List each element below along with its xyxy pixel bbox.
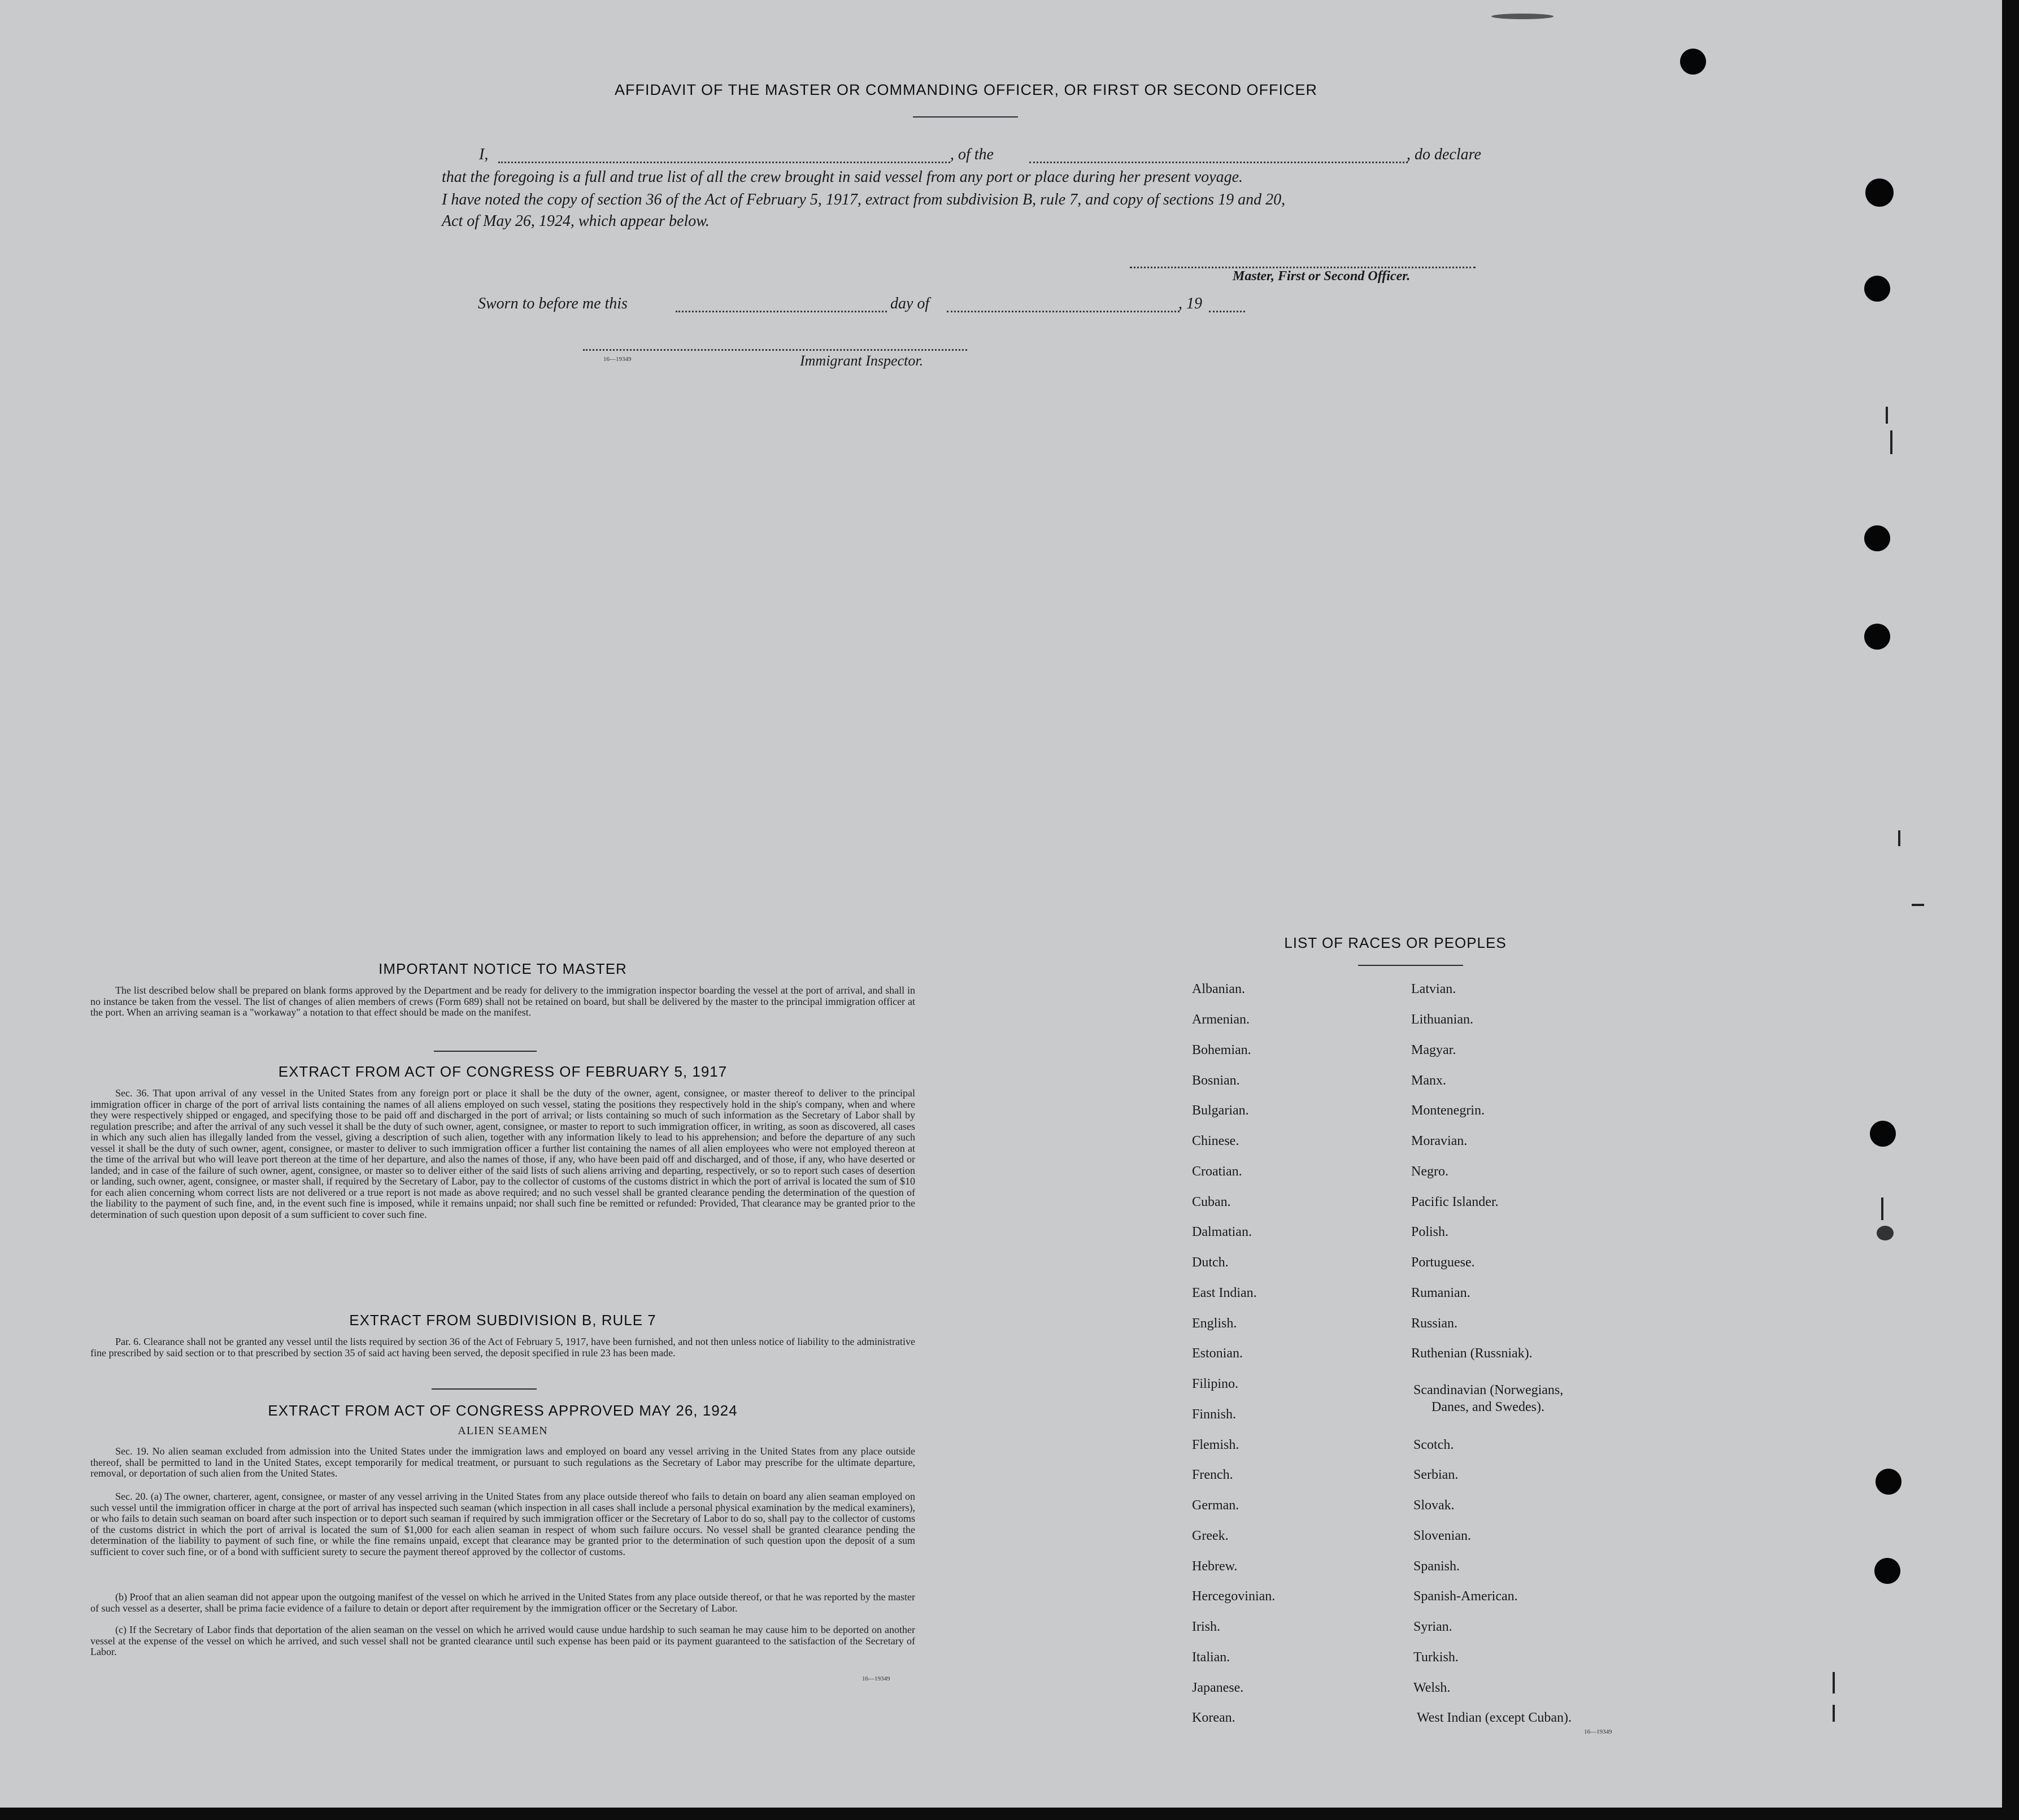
inspector-label: Immigrant Inspector.: [800, 352, 924, 369]
race-item: Rumanian.: [1411, 1286, 1470, 1300]
race-item: Portuguese.: [1411, 1255, 1475, 1270]
race-item: Scotch.: [1413, 1438, 1454, 1452]
scan-mark: [1833, 1672, 1835, 1693]
punch-hole: [1864, 276, 1890, 302]
year-label: , 19: [1178, 295, 1202, 312]
race-item: Danes, and Swedes).: [1431, 1400, 1544, 1414]
scan-mark: [1881, 1198, 1883, 1220]
race-item: Manx.: [1411, 1073, 1446, 1088]
extract-1917-text: Sec. 36. That upon arrival of any vessel in the United States from any foreign port or place it shall be the duty of the owner, agent, consignee, or master thereof to deliver to the principal immigration officer in charge of the port of arrival lists containing the names of all aliens employed on such vessel, stating the positions they respectively hold in the ship's company, when and where they were respectively shipped or engaged, and specifying those to be paid off and discharged in the port of arrival; or lists containing so much of such information as the Secretary of Labor shall by regulation prescribe; and after the arrival of any such vessel it shall be the duty of such owner, agent, consignee, or master to report to such immigration officer, in writing, as soon as discovered, all cases in which any such alien has illegally landed from the vessel, giving a description of such alien, together with any information likely to lead to his apprehension; and before the departure of any such vessel it shall be the duty of such owner, agent, consignee, or master to deliver to such immigration officer a further list containing the names of all alien employees who were not employed thereon at the time of the arrival but who will leave port thereon at the time of her departure, and also the names of those, if any, who have been paid off and discharged, and of those, if any, who have deserted or landed; and in case of the failure of such owner, agent, consignee, or master so to deliver either of the said lists of such aliens arriving and departing, respectively, or so to report such cases of desertion or landing, such owner, agent, consignee, or master shall, if required by the Secretary of Labor, pay to the collector of customs of the customs district in which the port of arrival is located the sum of $10 for each alien concerning whom correct lists are not delivered or a true report is not made as above required; and no such vessel shall be granted clearance pending the determination of the question of the liability to the payment of such fine, and, in the event such fine is imposed, while it remains unpaid; nor shall such fine be remitted or refunded: Provided, That clearance may be granted prior to the determination of such question upon deposit of a sum sufficient to cover such fine.: [90, 1087, 915, 1220]
inspector-signature-field[interactable]: [583, 349, 967, 351]
race-item: Russian.: [1411, 1316, 1458, 1331]
punch-hole: [1865, 178, 1894, 207]
race-item: Chinese.: [1192, 1134, 1239, 1148]
races-underline: [1358, 965, 1463, 966]
notice-heading: IMPORTANT NOTICE TO MASTER: [378, 960, 627, 977]
affidavit-line-2: that the foregoing is a full and true list of all the crew brought in said vessel from any port or place during her present voyage.: [442, 168, 1243, 186]
race-item: Armenian.: [1192, 1012, 1250, 1027]
scan-mark: [1898, 830, 1900, 846]
form-number: 16—19349: [603, 356, 632, 363]
race-item: Slovak.: [1413, 1498, 1455, 1513]
rule-7-heading: EXTRACT FROM SUBDIVISION B, RULE 7: [349, 1312, 656, 1329]
affidavit-line-3: I have noted the copy of section 36 of the Act of February 5, 1917, extract from subdivision B, rule 7, and copy of sections 19 and 20,: [442, 191, 1286, 208]
race-item: Polish.: [1411, 1225, 1449, 1239]
scan-mark: [1890, 430, 1892, 454]
race-item: Spanish-American.: [1413, 1589, 1518, 1604]
race-item: East Indian.: [1192, 1286, 1257, 1300]
race-item: Lithuanian.: [1411, 1012, 1473, 1027]
race-item: Irish.: [1192, 1619, 1220, 1634]
race-item: Albanian.: [1192, 982, 1245, 996]
race-item: Italian.: [1192, 1650, 1230, 1665]
race-item: Greek.: [1192, 1529, 1229, 1543]
race-item: Bulgarian.: [1192, 1103, 1249, 1118]
races-heading: LIST OF RACES OR PEOPLES: [1284, 934, 1507, 951]
race-item: Montenegrin.: [1411, 1103, 1485, 1118]
vessel-field[interactable]: [1029, 162, 1408, 163]
punch-hole: [1680, 49, 1706, 75]
race-item: German.: [1192, 1498, 1239, 1513]
scan-mark: [1877, 1226, 1894, 1240]
affidavit-of-the: , of the: [950, 146, 994, 163]
race-item: Dutch.: [1192, 1255, 1229, 1270]
race-item: Scandinavian (Norwegians,: [1413, 1383, 1564, 1397]
sec-19-text: Sec. 19. No alien seaman excluded from admission into the United States under the immigration laws and employed on board any vessel arriving in the United States from any place outside thereof, shall be permitted to land in the United States, except temporarily for medical treatment, or pursuant to such regulations as the Secretary of Labor may prescribe for the ultimate departure, removal, or deportation of such alien from the United States.: [90, 1445, 915, 1479]
race-item: Bosnian.: [1192, 1073, 1240, 1088]
sec-20b-text: (b) Proof that an alien seaman did not appear upon the outgoing manifest of the vessel on which he arrived in the United States from any place outside thereof, or that he was reported by the master of such vessel as a deserter, shall be prima facie evidence of a failure to detain or deport after requirement by the immigration officer or the Secretary of Labor.: [90, 1591, 915, 1614]
race-item: Negro.: [1411, 1164, 1448, 1179]
race-item: West Indian (except Cuban).: [1417, 1710, 1572, 1725]
race-item: Turkish.: [1413, 1650, 1459, 1665]
title-underline: [913, 116, 1018, 117]
race-item: Filipino.: [1192, 1377, 1239, 1391]
punch-hole: [1876, 1469, 1901, 1495]
race-item: Cuban.: [1192, 1195, 1231, 1209]
race-item: French.: [1192, 1468, 1233, 1482]
race-item: Magyar.: [1411, 1043, 1456, 1057]
affidavit-title: AFFIDAVIT OF THE MASTER OR COMMANDING OFFICER, OR FIRST OR SECOND OFFICER: [614, 81, 1318, 98]
sworn-year-field[interactable]: [1209, 311, 1245, 312]
race-item: Japanese.: [1192, 1680, 1244, 1695]
race-item: Bohemian.: [1192, 1043, 1251, 1057]
scan-mark: [1491, 14, 1554, 19]
section-divider: [432, 1388, 537, 1390]
race-item: English.: [1192, 1316, 1237, 1331]
punch-hole: [1870, 1121, 1896, 1147]
punch-hole: [1864, 624, 1890, 650]
race-item: Spanish.: [1413, 1559, 1460, 1574]
race-item: Korean.: [1192, 1710, 1235, 1725]
signature-field[interactable]: [1130, 267, 1476, 268]
race-item: Welsh.: [1413, 1680, 1451, 1695]
race-item: Serbian.: [1413, 1468, 1459, 1482]
sworn-day-field[interactable]: [676, 311, 887, 312]
race-item: Estonian.: [1192, 1346, 1243, 1361]
race-item: Flemish.: [1192, 1438, 1239, 1452]
race-item: Latvian.: [1411, 982, 1456, 996]
race-item: Pacific Islander.: [1411, 1195, 1499, 1209]
form-number: 16—19349: [862, 1675, 890, 1682]
race-item: Finnish.: [1192, 1407, 1237, 1422]
sec-20a-text: Sec. 20. (a) The owner, charterer, agent, consignee, or master of any vessel arriving in the United States from any place outside thereof who fails to detain on board any alien seaman employed on such vessel until the immigration officer in charge at the port of arrival has inspected such seaman (which inspection in all cases shall include a personal physical examination by the medical examiners), or who fails to detain such seaman on board after such inspection or to deport such seaman if required by such immigration officer or the Secretary of Labor to do so, shall pay to the collector of customs of the customs district in which the port of arrival is located the sum of $1,000 for each alien seaman in respect of whom such failure occurs. No vessel shall be granted clearance pending the determination of the liability to payment of such fine, or while the fine remains unpaid, except that clearance may be granted prior to the determination of such question upon the deposit of a sum sufficient to cover such fine, or of a bond with sufficient surety to secure the payment thereof approved by the collector of customs.: [90, 1491, 915, 1557]
scan-mark: [1833, 1705, 1835, 1722]
rule-7-text: Par. 6. Clearance shall not be granted any vessel until the lists required by section 36 of the Act of February 5, 1917, have been furnished, and not then unless notice of liability to the administrative fine prescribed by said section or to that prescribed by section 35 of said act having been served, the deposit specified in rule 23 has been made.: [90, 1336, 915, 1359]
form-number: 16—19349: [1584, 1728, 1612, 1735]
race-item: Dalmatian.: [1192, 1225, 1252, 1239]
race-item: Slovenian.: [1413, 1529, 1471, 1543]
race-item: Croatian.: [1192, 1164, 1242, 1179]
name-field[interactable]: [498, 162, 950, 163]
sec-20c-text: (c) If the Secretary of Labor finds that deportation of the alien seaman on the vessel on which he arrived would cause undue hardship to such seaman he may cause him to be deported on another vessel at the expense of the vessel on which he arrived, and such vessel shall not be granted clearance until such expense has been paid or its payment guaranteed to the satisfaction of the Secretary of Labor.: [90, 1624, 915, 1657]
affidavit-i: I,: [479, 146, 489, 163]
sworn-label: Sworn to before me this: [478, 295, 628, 312]
race-item: Moravian.: [1411, 1134, 1468, 1148]
race-item: Ruthenian (Russniak).: [1411, 1346, 1533, 1361]
sworn-month-field[interactable]: [947, 311, 1180, 312]
extract-1917-heading: EXTRACT FROM ACT OF CONGRESS OF FEBRUARY 5, 1917: [278, 1063, 728, 1080]
punch-hole: [1874, 1558, 1900, 1584]
alien-seamen-subheading: ALIEN SEAMEN: [458, 1425, 548, 1437]
section-divider: [434, 1051, 537, 1052]
affidavit-line-4: Act of May 26, 1924, which appear below.: [442, 212, 710, 230]
signature-label: Master, First or Second Officer.: [1233, 269, 1411, 284]
punch-hole: [1864, 525, 1890, 551]
race-item: Hebrew.: [1192, 1559, 1238, 1574]
race-item: Hercegovinian.: [1192, 1589, 1276, 1604]
extract-1924-heading: EXTRACT FROM ACT OF CONGRESS APPROVED MAY 26, 1924: [268, 1402, 738, 1419]
race-item: Syrian.: [1413, 1619, 1452, 1634]
scan-mark: [1886, 407, 1888, 424]
scan-mark: [1912, 904, 1924, 906]
affidavit-declare: , do declare: [1407, 146, 1481, 163]
notice-text: The list described below shall be prepared on blank forms approved by the Department and be ready for delivery to the immigration inspector boarding the vessel at the port of arrival, and shall in no instance be taken from the vessel. The list of changes of alien members of crews (Form 689) shall not be retained on board, but shall be delivered by the master to the principal immigration officer at the port. When an arriving seaman is a "workaway" a notation to that effect should be made on the manifest.: [90, 985, 915, 1018]
day-of-label: day of: [890, 295, 930, 312]
